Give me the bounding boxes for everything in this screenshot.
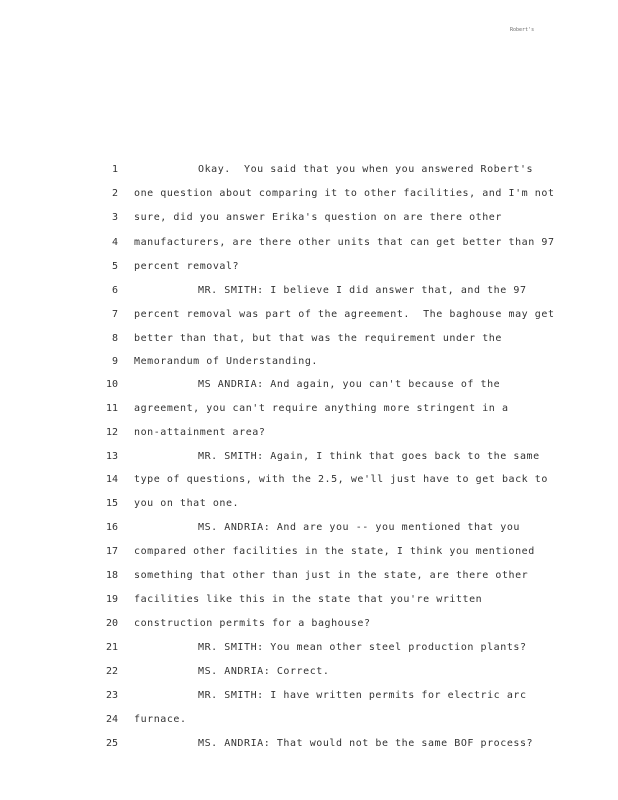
transcript-line xyxy=(0,162,618,178)
line-number: 4 xyxy=(111,237,118,248)
line-text: non-attainment area? xyxy=(134,427,266,438)
line-number: 24 xyxy=(105,714,118,725)
line-text: percent removal was part of the agreement. The baghouse may get xyxy=(134,309,555,320)
line-text: MR. SMITH: Again, I think that goes back to the same xyxy=(198,451,540,462)
line-number: 13 xyxy=(105,451,118,462)
line-text: MR. SMITH: I believe I did answer that, and the 97 xyxy=(198,285,527,296)
line-text: MR. SMITH: I have written permits for electric arc xyxy=(198,690,527,701)
line-number: 8 xyxy=(111,333,118,344)
line-number: 7 xyxy=(111,309,118,320)
line-number: 19 xyxy=(105,594,118,605)
transcript-line xyxy=(0,664,618,680)
line-number: 12 xyxy=(105,427,118,438)
line-text: construction permits for a baghouse? xyxy=(134,618,371,629)
line-text: furnace. xyxy=(134,714,187,725)
line-text: MR. SMITH: You mean other steel production plants? xyxy=(198,642,527,653)
line-text: something that other than just in the state, are there other xyxy=(134,570,529,581)
line-number: 25 xyxy=(105,738,118,749)
line-number: 2 xyxy=(111,188,118,199)
line-number: 20 xyxy=(105,618,118,629)
transcript-line xyxy=(0,616,618,632)
transcript-line xyxy=(0,712,618,728)
line-number: 1 xyxy=(111,164,118,175)
line-text: compared other facilities in the state, I think you mentioned xyxy=(134,546,535,557)
line-text: type of questions, with the 2.5, we'll just have to get back to xyxy=(134,474,548,485)
transcript-line xyxy=(0,186,618,202)
line-number: 16 xyxy=(105,522,118,533)
transcript-line xyxy=(0,331,618,347)
transcript-line xyxy=(0,496,618,512)
line-number: 17 xyxy=(105,546,118,557)
line-text: MS. ANDRIA: Correct. xyxy=(198,666,330,677)
line-number: 23 xyxy=(105,690,118,701)
transcript-line xyxy=(0,259,618,275)
line-text: one question about comparing it to other facilities, and I'm not xyxy=(134,188,555,199)
line-text: Okay. You said that you when you answered Robert's xyxy=(198,164,534,175)
transcript-line xyxy=(0,472,618,488)
line-number: 22 xyxy=(105,666,118,677)
transcript-line xyxy=(0,283,618,299)
line-number: 3 xyxy=(111,212,118,223)
transcript-line xyxy=(0,377,618,393)
line-text: MS. ANDRIA: And are you -- you mentioned that you xyxy=(198,522,520,533)
line-text: manufacturers, are there other units that can get better than 97 xyxy=(134,237,555,248)
transcript-line xyxy=(0,568,618,584)
line-text: agreement, you can't require anything more stringent in a xyxy=(134,403,509,414)
line-text: you on that one. xyxy=(134,498,240,509)
line-text: better than that, but that was the requirement under the xyxy=(134,333,502,344)
line-text: facilities like this in the state that you're written xyxy=(134,594,483,605)
line-text: MS. ANDRIA: That would not be the same BOF process? xyxy=(198,738,534,749)
transcript-line xyxy=(0,544,618,560)
line-number: 18 xyxy=(105,570,118,581)
transcript-line xyxy=(0,449,618,465)
line-number: 14 xyxy=(105,474,118,485)
line-text: percent removal? xyxy=(134,261,240,272)
transcript-line xyxy=(0,354,618,370)
line-text: MS ANDRIA: And again, you can't because of the xyxy=(198,379,501,390)
transcript-line xyxy=(0,736,618,752)
transcript-line xyxy=(0,425,618,441)
line-number: 11 xyxy=(105,403,118,414)
line-number: 21 xyxy=(105,642,118,653)
header-stamp: Robert's xyxy=(510,27,535,33)
transcript-line xyxy=(0,401,618,417)
transcript-line xyxy=(0,210,618,226)
line-number: 9 xyxy=(111,356,118,367)
line-text: sure, did you answer Erika's question on are there other xyxy=(134,212,502,223)
transcript-line xyxy=(0,640,618,656)
transcript-line xyxy=(0,688,618,704)
line-number: 10 xyxy=(105,379,118,390)
line-number: 5 xyxy=(111,261,118,272)
transcript-line xyxy=(0,235,618,251)
line-text: Memorandum of Understanding. xyxy=(134,356,318,367)
line-number: 6 xyxy=(111,285,118,296)
line-number: 15 xyxy=(105,498,118,509)
transcript-line xyxy=(0,592,618,608)
transcript-line xyxy=(0,307,618,323)
transcript-line xyxy=(0,520,618,536)
